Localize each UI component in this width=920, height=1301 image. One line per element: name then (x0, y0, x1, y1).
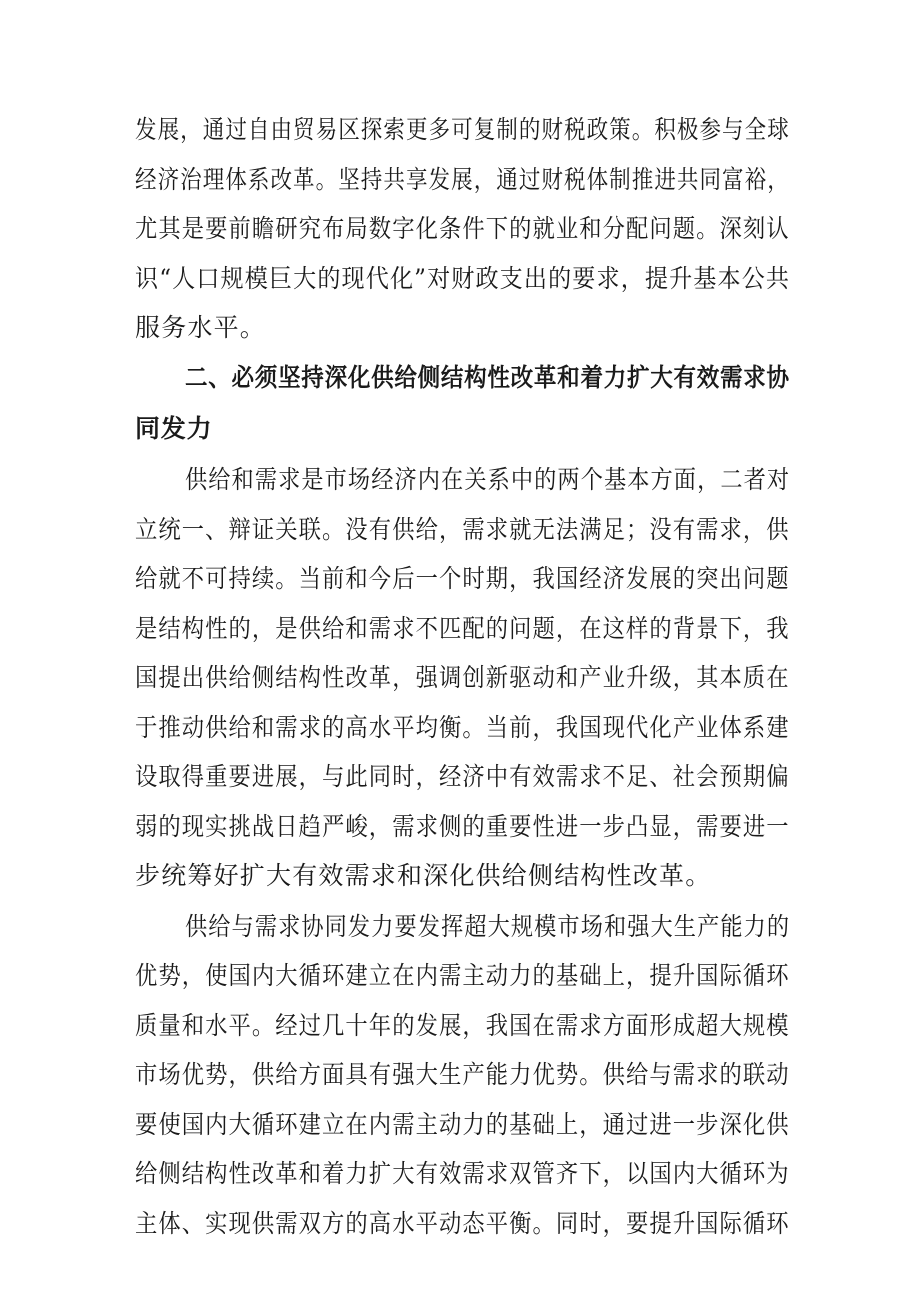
text-line: 识“人口规模巨大的现代化”对财政支出的要求，提升基本公共 (135, 264, 791, 293)
text-line: 经济治理体系改革。坚持共享发展，通过财税体制推进共同富裕， (135, 165, 790, 194)
text-line: 市场优势，供给方面具有强大生产能力优势。供给与需求的联动 (135, 1060, 790, 1089)
text-line: 弱的现实挑战日趋严峻，需求侧的重要性进一步凸显，需要进一 (135, 812, 790, 841)
text-line: 步统筹好扩大有效需求和深化供给侧结构性改革。 (135, 861, 712, 890)
text-line: 设取得重要进展，与此同时，经济中有效需求不足、社会预期偏 (135, 762, 790, 791)
text-line: 发展，通过自由贸易区探索更多可复制的财税政策。积极参与全球 (135, 115, 790, 144)
text-line: 服务水平。 (135, 313, 267, 342)
text-line: 于推动供给和需求的高水平均衡。当前，我国现代化产业体系建 (135, 713, 790, 742)
text-line: 给就不可持续。当前和今后一个时期，我国经济发展的突出问题 (135, 564, 790, 593)
text-line: 给侧结构性改革和着力扩大有效需求双管齐下，以国内大循环为 (135, 1159, 790, 1188)
text-line: 质量和水平。经过几十年的发展，我国在需求方面形成超大规模 (135, 1011, 790, 1040)
text-line: 供给和需求是市场经济内在关系中的两个基本方面，二者对 (185, 465, 791, 494)
text-line: 要使国内大循环建立在内需主动力的基础上，通过进一步深化供 (135, 1110, 790, 1139)
text-line: 主体、实现供需双方的高水平动态平衡。同时，要提升国际循环 (135, 1209, 790, 1238)
text-line: 立统一、辩证关联。没有供给，需求就无法满足；没有需求，供 (135, 515, 790, 544)
heading-line: 同发力 (135, 414, 213, 443)
heading-line: 二、必须坚持深化供给侧结构性改革和着力扩大有效需求协 (185, 363, 790, 392)
text-line: 供给与需求协同发力要发挥超大规模市场和强大生产能力的 (185, 912, 791, 941)
text-line: 优势，使国内大循环建立在内需主动力的基础上，提升国际循环 (135, 961, 790, 990)
text-line: 尤其是要前瞻研究布局数字化条件下的就业和分配问题。深刻认 (135, 214, 790, 243)
text-line: 是结构性的，是供给和需求不匹配的问题，在这样的背景下，我 (135, 614, 790, 643)
text-line: 国提出供给侧结构性改革，强调创新驱动和产业升级，其本质在 (135, 663, 790, 692)
